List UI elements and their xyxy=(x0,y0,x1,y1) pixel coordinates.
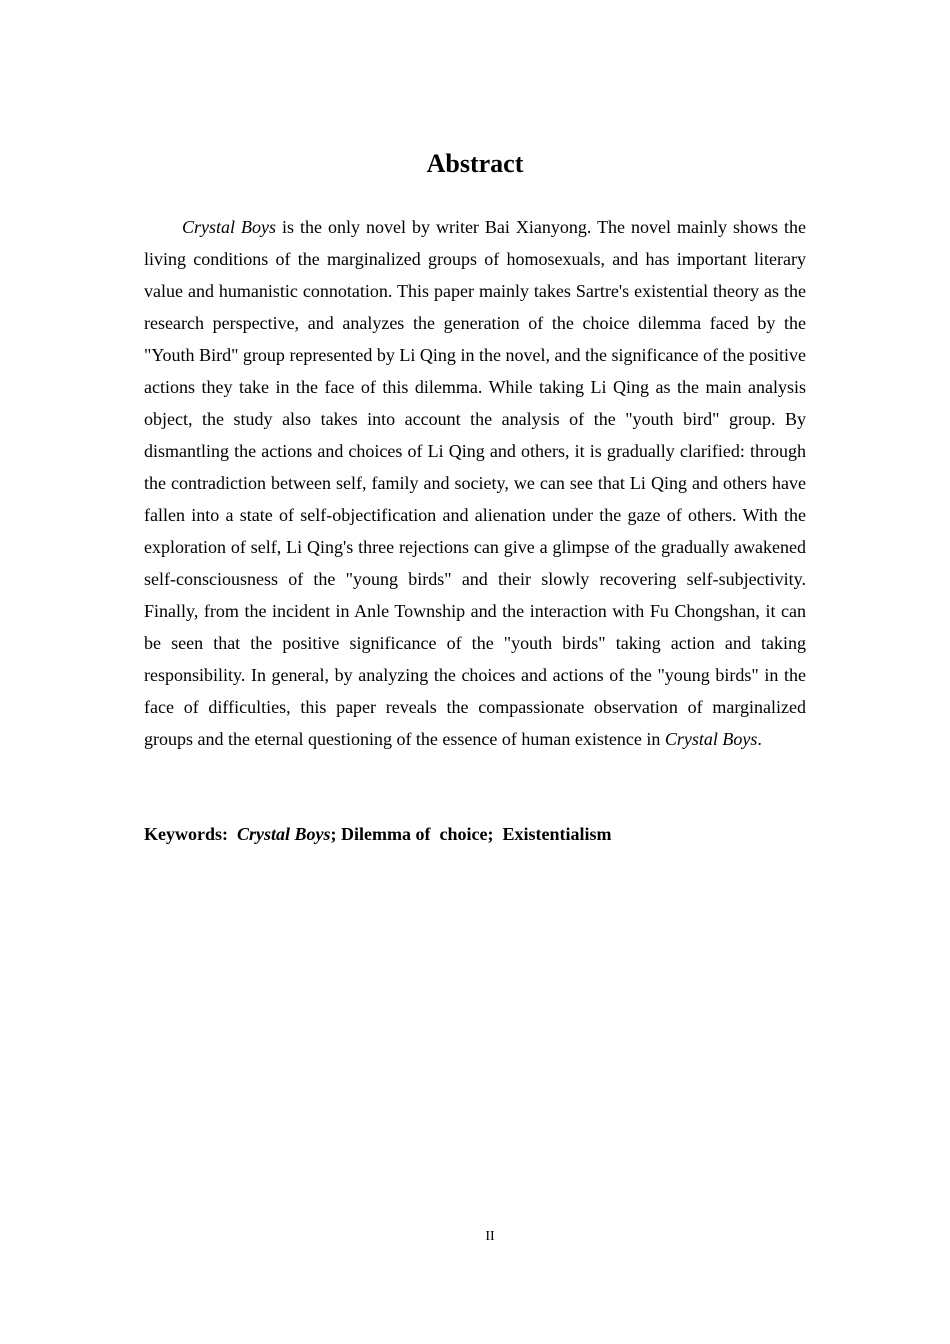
abstract-body-text: is the only novel by writer Bai Xianyong. The novel mainly shows the living conditions of the marginalized groups of homosexuals, and has important literary value and humanistic connotation. This paper mainly takes Sartre's existential theory as the research perspective, and analyzes the generation of the choice dilemma faced by the "Youth Bird" group represented by Li Qing in the novel, and the significance of the positive actions they take in the face of this dilemma. While taking Li Qing as the main analysis object, the study also takes into account the analysis of the "youth bird" group. By dismantling the actions and choices of Li Qing and others, it is gradually clarified: through the contradiction between self, family and society, we can see that Li Qing and others have fallen into a state of self-objectification and alienation under the gaze of others. With the exploration of self, Li Qing's three rejections can give a glimpse of the gradually awakened self-consciousness of the "young birds" and their slowly recovering self-subjectivity. Finally, from the incident in Anle Township and the interaction with Fu Chongshan, it can be seen that the positive significance of the "youth birds" taking action and taking responsibility. In general, by analyzing the choices and actions of the "young birds" in the face of difficulties, this paper reveals the compassionate observation of marginalized groups and the eternal questioning of the essence of human existence in xyxy=(144,217,807,749)
book-title-italic-end: Crystal Boys xyxy=(664,729,758,749)
abstract-end-punctuation: . xyxy=(757,729,762,749)
keywords-rest: ; Dilemma of choice; Existentialism xyxy=(330,824,612,844)
keyword-book-title: Crystal Boys xyxy=(237,824,331,844)
abstract-paragraph xyxy=(144,211,806,755)
book-title-italic: Crystal Boys xyxy=(182,217,276,237)
page-number: II xyxy=(485,1229,495,1244)
abstract-title: Abstract xyxy=(426,149,524,178)
keywords-line xyxy=(144,818,806,850)
keywords-label: Keywords: xyxy=(144,824,237,844)
